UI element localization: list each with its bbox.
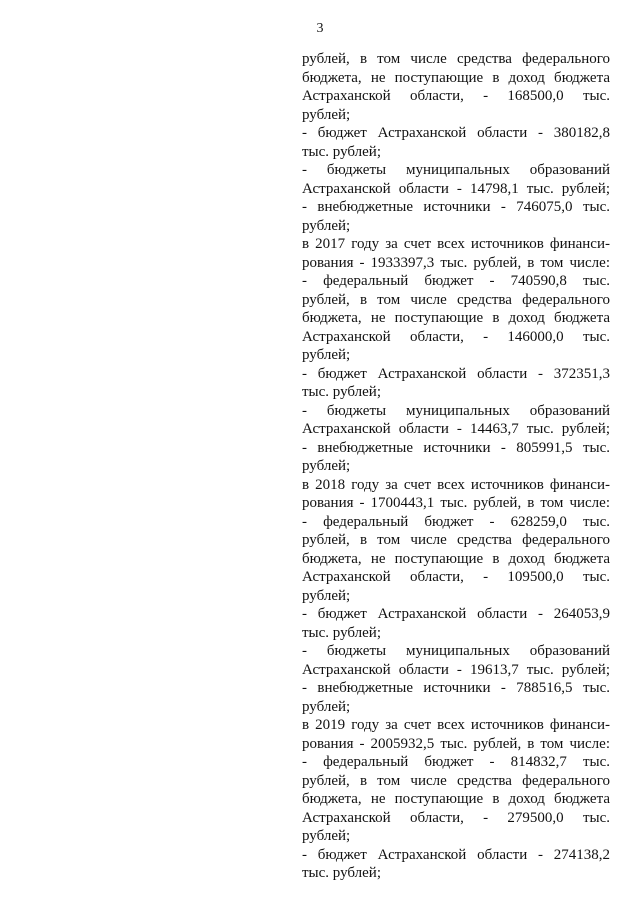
text-line: рублей, в том числе средства федерального: [302, 51, 610, 67]
text-line: рублей;: [302, 587, 351, 604]
text-line: - федеральный бюджет - 628259,0 тыс.: [302, 513, 610, 530]
text-line: - федеральный бюджет - 740590,8 тыс.: [302, 273, 610, 289]
text-line: - бюджет Астраханской области - 372351,3: [302, 365, 610, 382]
text-line: рублей;: [302, 828, 351, 844]
text-line: рублей, в том числе средства федерального: [302, 291, 610, 308]
text-line: тыс. рублей;: [302, 384, 381, 400]
page-number: 3: [316, 21, 324, 36]
text-line: рования - 1933397,3 тыс. рублей, в том числе:: [302, 254, 610, 271]
text-line: рублей, в том числе средства федерального: [302, 532, 610, 548]
text-line: рования - 2005932,5 тыс. рублей, в том числе:: [302, 735, 610, 752]
text-line: тыс. рублей;: [302, 143, 381, 160]
text-line: тыс. рублей;: [302, 865, 381, 881]
text-line: бюджета, не поступающие в доход бюджета: [302, 791, 610, 807]
text-line: тыс. рублей;: [302, 624, 381, 641]
text-line: - бюджеты муниципальных образований: [302, 162, 610, 178]
text-line: бюджета, не поступающие в доход бюджета: [302, 550, 610, 567]
text-line: Астраханской области, - 279500,0 тыс.: [302, 809, 610, 826]
text-line: - федеральный бюджет - 814832,7 тыс.: [302, 754, 610, 770]
text-line: - бюджет Астраханской области - 380182,8: [302, 125, 610, 141]
text-line: рублей;: [302, 458, 351, 474]
text-line: рования - 1700443,1 тыс. рублей, в том числе:: [302, 495, 610, 511]
text-line: Астраханской области - 14463,7 тыс. рублей;: [302, 421, 610, 437]
text-line: бюджета, не поступающие в доход бюджета: [302, 310, 610, 326]
text-line: в 2019 году за счет всех источников финанси-: [302, 717, 610, 733]
text-line: рублей, в том числе средства федерального: [302, 772, 610, 789]
text-line: рублей;: [302, 106, 351, 123]
text-line: бюджета, не поступающие в доход бюджета: [302, 69, 610, 86]
text-line: Астраханской области - 14798,1 тыс. рублей;: [302, 180, 610, 197]
text-line: рублей;: [302, 347, 351, 363]
document-text-column: [302, 50, 610, 883]
text-line: - внебюджетные источники - 788516,5 тыс.: [302, 680, 610, 696]
text-line: Астраханской области - 19613,7 тыс. рублей;: [302, 661, 610, 678]
text-line: - внебюджетные источники - 746075,0 тыс.: [302, 199, 610, 215]
text-line: - бюджет Астраханской области - 274138,2: [302, 846, 610, 863]
text-line: в 2018 году за счет всех источников финанси-: [302, 476, 610, 493]
text-line: - внебюджетные источники - 805991,5 тыс.: [302, 439, 610, 456]
text-line: Астраханской области, - 109500,0 тыс.: [302, 569, 610, 585]
text-line: - бюджет Астраханской области - 264053,9: [302, 606, 610, 622]
text-line: - бюджеты муниципальных образований: [302, 643, 610, 659]
text-line: Астраханской области, - 168500,0 тыс.: [302, 88, 610, 104]
text-line: рублей;: [302, 698, 351, 715]
text-line: - бюджеты муниципальных образований: [302, 402, 610, 419]
text-line: Астраханской области, - 146000,0 тыс.: [302, 328, 610, 345]
text-line: рублей;: [302, 217, 351, 234]
text-line: в 2017 году за счет всех источников финанси-: [302, 236, 610, 252]
